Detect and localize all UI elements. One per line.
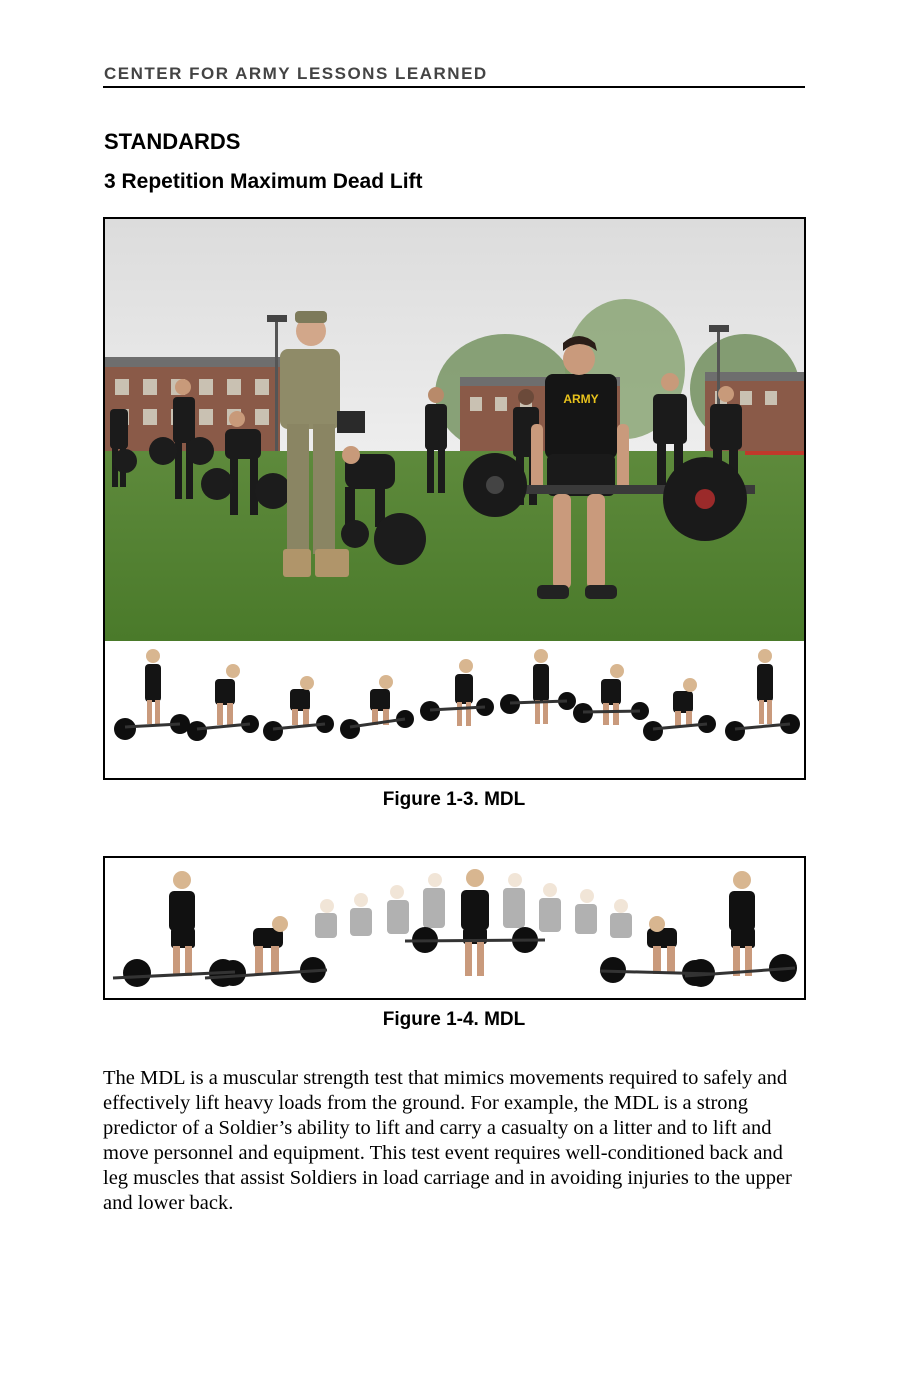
- mdl-motion-sequence: [105, 858, 804, 998]
- body-paragraph: The MDL is a muscular strength test that mimics movements required to safely and effectively lift heavy loads from the ground. For example, the MDL is a strong predictor of a Soldier’s ability to lift and carry a casualty on a litter and to lift and move personnel and equipment. This test event requires well-conditioned back and leg muscles that assist Soldiers in load carriage and in avoiding injuries to the upper and lower back.: [103, 1067, 792, 1214]
- section-subheading: 3 Repetition Maximum Dead Lift: [104, 170, 423, 193]
- figure-1-3: [103, 217, 806, 780]
- running-header: CENTER FOR ARMY LESSONS LEARNED: [104, 64, 488, 83]
- header-rule: [103, 86, 805, 88]
- mdl-field-photo: [105, 219, 804, 778]
- figure-1-4-caption: Figure 1-4. MDL: [382, 1009, 526, 1030]
- shirt-logo-text: ARMY: [563, 392, 599, 406]
- figure-1-4: [103, 856, 806, 1000]
- section-heading: STANDARDS: [104, 129, 241, 154]
- figure-1-3-caption: Figure 1-3. MDL: [382, 789, 526, 810]
